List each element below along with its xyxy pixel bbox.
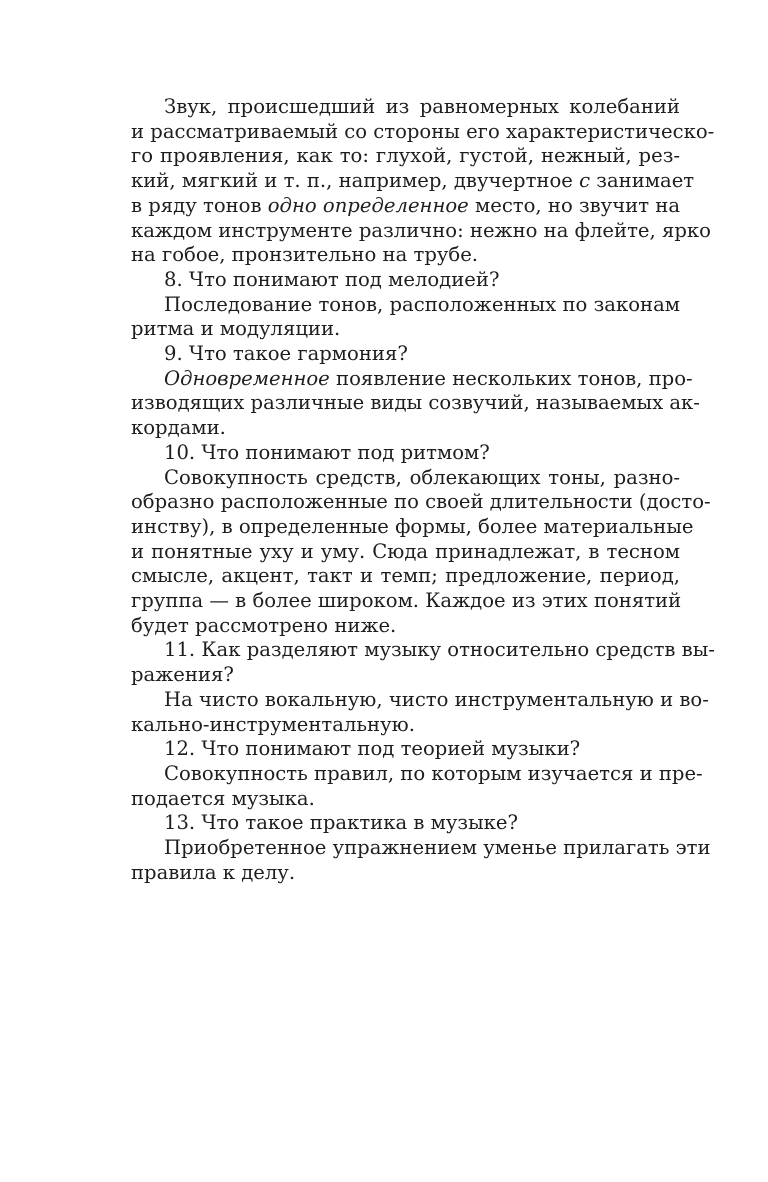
page-text-body <box>98 95 715 886</box>
question-paragraph <box>98 638 715 687</box>
text-line <box>98 416 680 441</box>
text-run: каждом инструменте различно: нежно на флейте, ярко <box>131 218 711 242</box>
text-line <box>98 761 703 787</box>
text-run: смысле, акцент, такт и темп; предложение, период, <box>131 564 680 588</box>
text-line <box>98 589 680 614</box>
text-run: подается музыка. <box>131 786 315 810</box>
book-page <box>98 95 715 886</box>
italic-run: с <box>579 169 591 193</box>
text-line <box>98 614 680 639</box>
text-line <box>98 194 680 219</box>
text-line <box>98 787 680 812</box>
text-line <box>98 366 693 392</box>
answer-paragraph <box>98 687 709 737</box>
text-run: кально-инструментальную. <box>131 712 415 736</box>
text-run: 8. Что понимают под мелодией? <box>164 267 500 291</box>
text-run: Совокупность правил, по которым изучается и пре- <box>164 761 703 785</box>
text-run: место, но звучит на <box>468 193 681 217</box>
text-run: в ряду тонов <box>131 193 268 217</box>
text-line <box>98 713 680 738</box>
text-run: Приобретенное упражнением уменье прилагать эти <box>164 836 711 860</box>
text-run: Звук, происшедший из равномерных колебаний <box>164 95 680 118</box>
text-line <box>98 861 680 886</box>
answer-paragraph <box>98 95 715 268</box>
text-line <box>98 119 715 145</box>
text-line <box>98 169 695 194</box>
italic-run: одно определенное <box>267 193 469 217</box>
text-run: и понятные уху и уму. Сюда принадлежат, в тесном <box>131 539 680 563</box>
text-line <box>98 342 680 367</box>
text-line <box>98 268 680 293</box>
question-paragraph <box>98 811 680 836</box>
text-line <box>98 144 680 169</box>
question-paragraph <box>98 342 680 367</box>
question-paragraph <box>98 737 680 762</box>
text-run: 9. Что такое гармония? <box>164 342 408 366</box>
text-run: На чисто вокальную, чисто инструментальную и во- <box>164 687 709 711</box>
answer-paragraph <box>98 836 711 885</box>
text-run: будет рассмотрено ниже. <box>131 613 397 637</box>
answer-paragraph <box>98 366 700 441</box>
italic-run: Одновременное <box>164 366 330 390</box>
text-line <box>98 95 680 120</box>
text-line <box>98 490 711 515</box>
text-run: изводящих различные виды созвучий, называемых ак- <box>131 391 700 415</box>
text-run: кордами. <box>131 416 226 440</box>
text-run: ритма и модуляции. <box>131 317 341 341</box>
text-line <box>98 737 680 762</box>
text-run: образно расположенные по своей длительности (досто- <box>131 490 711 514</box>
text-line <box>98 466 680 491</box>
answer-paragraph <box>98 465 711 639</box>
text-run: 10. Что понимают под ритмом? <box>164 440 490 464</box>
question-paragraph <box>98 441 680 466</box>
text-run: правила к делу. <box>131 860 296 884</box>
answer-paragraph <box>98 761 703 811</box>
text-line <box>98 836 711 861</box>
answer-paragraph <box>98 293 680 342</box>
text-line <box>98 564 680 589</box>
text-run: го проявления, как то: глухой, густой, нежный, рез- <box>131 144 680 168</box>
text-line <box>98 514 694 540</box>
text-line <box>98 663 680 688</box>
text-line <box>98 687 709 713</box>
text-run: появление нескольких тонов, про- <box>329 366 693 390</box>
text-run: группа — в более широком. Каждое из этих понятий <box>131 589 682 613</box>
text-line <box>98 243 680 268</box>
text-run: 13. Что такое практика в музыке? <box>164 811 519 835</box>
text-line <box>98 218 711 244</box>
text-line <box>98 540 680 565</box>
text-run: занимает <box>590 169 695 193</box>
text-line <box>98 441 680 466</box>
text-run: ражения? <box>131 663 234 687</box>
text-run: Последование тонов, расположенных по законам <box>164 292 680 316</box>
text-line <box>98 317 680 342</box>
text-run: кий, мягкий и т. п., например, двучертное <box>131 169 580 193</box>
text-run: Совокупность средств, облекающих тоны, разно- <box>164 465 680 489</box>
text-run: и рассматриваемый со стороны его характеристическо- <box>131 119 715 143</box>
question-paragraph <box>98 268 680 293</box>
text-line <box>98 638 715 663</box>
text-run: 11. Как разделяют музыку относительно средств вы- <box>164 638 715 662</box>
text-run: инству), в определенные формы, более материальные <box>131 514 694 538</box>
text-line <box>98 391 700 416</box>
text-line <box>98 811 680 836</box>
text-run: 12. Что понимают под теорией музыки? <box>164 737 581 761</box>
text-line <box>98 293 680 318</box>
text-run: на гобое, пронзительно на трубе. <box>131 243 479 267</box>
